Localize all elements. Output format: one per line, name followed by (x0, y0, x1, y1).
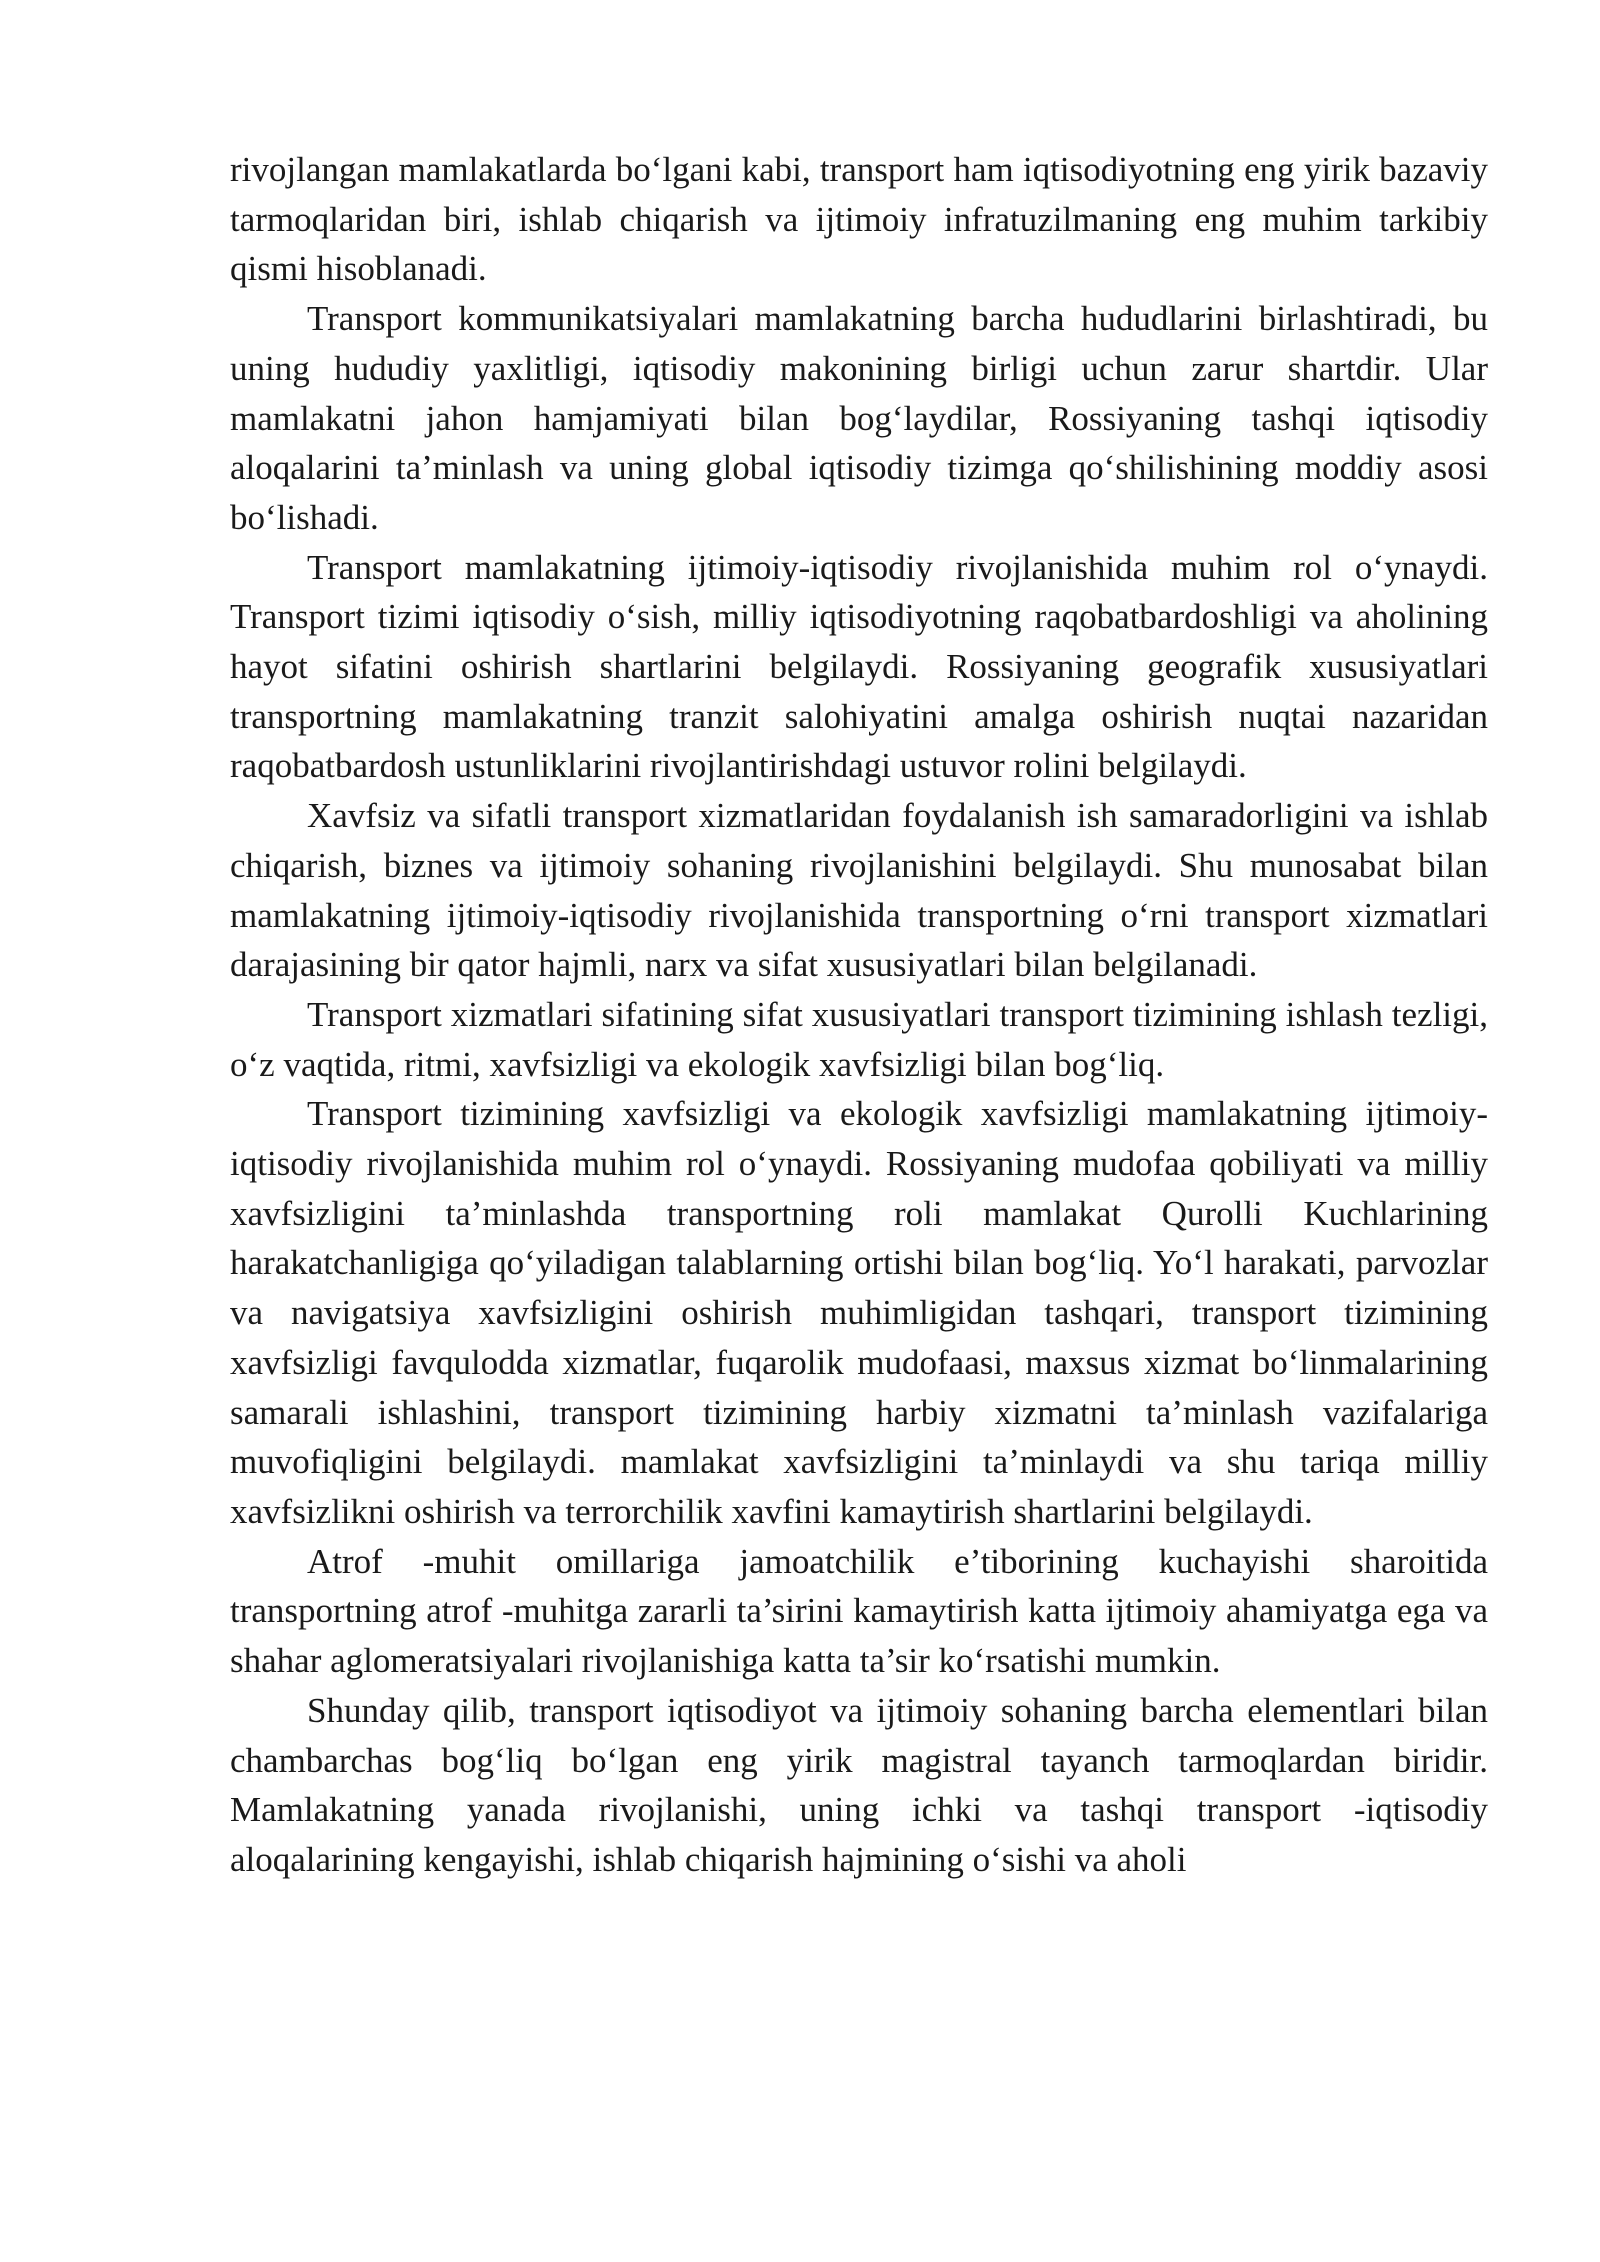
paragraph-socio-economic-role: Transport mamlakatning ijtimoiy-iqtisodiy rivojlanishida muhim rol o‘ynaydi. Transport tizimi iqtisodiy o‘sish, milliy iqtisodiyotning raqobatbardoshligi va aholining hayot sifatini oshirish shartlarini belgilaydi. Rossiyaning geografik xususiyatlari transportning mamlakatning tranzit salohiyatini amalga oshirish nuqtai nazaridan raqobatbardosh ustunliklarini rivojlantirishdagi ustuvor rolini belgilaydi. (230, 547, 1488, 786)
body-text (230, 145, 1488, 1885)
paragraph-quality-characteristics: Transport xizmatlari sifatining sifat xususiyatlari transport tizimining ishlash tezligi, o‘z vaqtida, ritmi, xavfsizligi va ekologik xavfsizligi bilan bog‘liq. (230, 994, 1488, 1084)
paragraph-continuation: rivojlangan mamlakatlarda bo‘lgani kabi, transport ham iqtisodiyotning eng yirik bazaviy tarmoqlaridan biri, ishlab chiqarish va ijtimoiy infratuzilmaning eng muhim tarkibiy qismi hisoblanadi. (230, 150, 1488, 289)
paragraph-transport-communications: Transport kommunikatsiyalari mamlakatning barcha hududlarini birlashtiradi, bu uning hududiy yaxlitligi, iqtisodiy makonining birligi uchun zarur shartdir. Ular mamlakatni jahon hamjamiyati bilan bog‘laydilar, Rossiyaning tashqi iqtisodiy aloqalarini ta’minlash va uning global iqtisodiy tizimga qo‘shilishining moddiy asosi bo‘lishadi. (230, 299, 1488, 537)
paragraph-safe-services: Xavfsiz va sifatli transport xizmatlaridan foydalanish ish samaradorligini va ishlab chiqarish, biznes va ijtimoiy sohaning rivojlanishini belgilaydi. Shu munosabat bilan mamlakatning ijtimoiy-iqtisodiy rivojlanishida transportning o‘rni transport xizmatlari darajasining bir qator hajmli, narx va sifat xususiyatlari bilan belgilanadi. (230, 796, 1488, 985)
paragraph-environment: Atrof -muhit omillariga jamoatchilik e’tiborining kuchayishi sharoitida transportning atrof -muhitga zararli ta’sirini kamaytirish katta ijtimoiy ahamiyatga ega va shahar aglomeratsiyalari rivojlanishiga katta ta’sir ko‘rsatishi mumkin. (230, 1541, 1488, 1681)
paragraph-security: Transport tizimining xavfsizligi va ekologik xavfsizligi mamlakatning ijtimoiy-iqtisodiy rivojlanishida muhim rol o‘ynaydi. Rossiyaning mudofaa qobiliyati va milliy xavfsizligini ta’minlashda transportning roli mamlakat Qurolli Kuchlarining harakatchanligiga qo‘yiladigan talablarning ortishi bilan bog‘liq. Yo‘l harakati, parvozlar va navigatsiya xavfsizligini oshirish muhimligidan tashqari, transport tizimining xavfsizligi favqulodda xizmatlar, fuqarolik mudofaasi, maxsus xizmat bo‘linmalarining samarali ishlashini, transport tizimining harbiy xizmatni ta’minlash vazifalariga muvofiqligini belgilaydi. mamlakat xavfsizligini ta’minlaydi va shu tariqa milliy xavfsizlikni oshirish va terrorchilik xavfini kamaytirish shartlarini belgilaydi. (230, 1094, 1488, 1531)
paragraph-conclusion: Shunday qilib, transport iqtisodiyot va ijtimoiy sohaning barcha elementlari bilan chambarchas bog‘liq bo‘lgan eng yirik magistral tayanch tarmoqlardan biridir. Mamlakatning yanada rivojlanishi, uning ichki va tashqi transport -iqtisodiy aloqalarining kengayishi, ishlab chiqarish hajmining o‘sishi va aholi (230, 1690, 1488, 1879)
